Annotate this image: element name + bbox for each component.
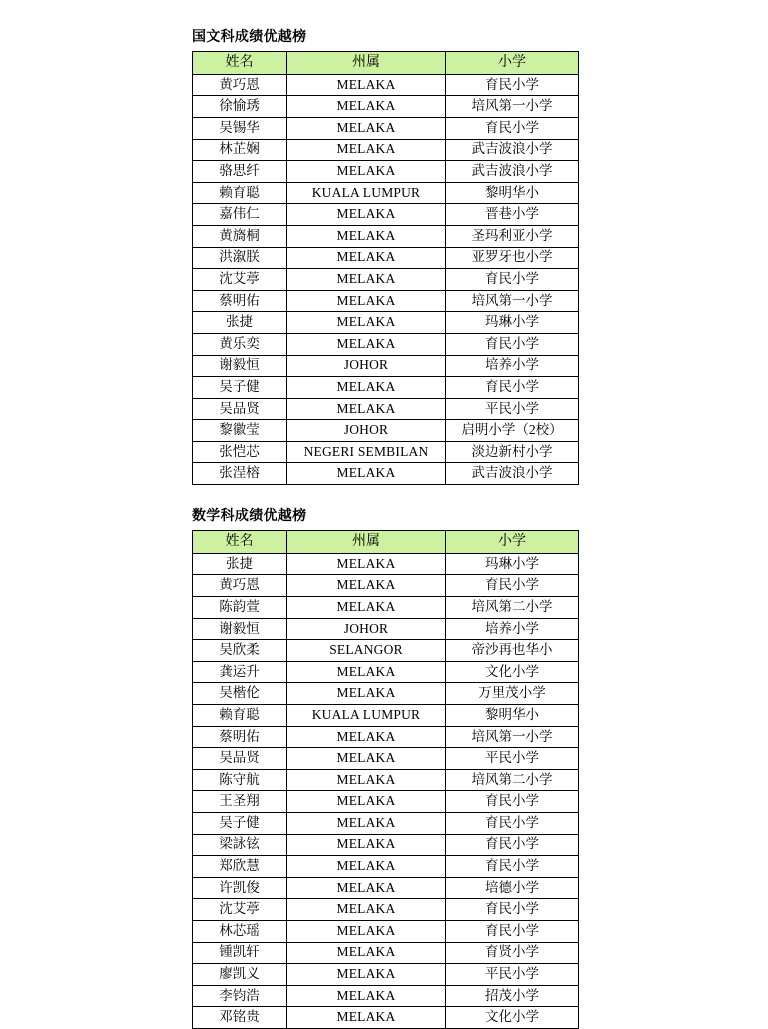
cell-name: 梁詠铉 [193,834,287,856]
table-row [193,290,579,312]
column-header-school: 小学 [446,51,579,74]
cell-state: MELAKA [287,74,446,96]
cell-name: 蔡明佑 [193,726,287,748]
table-row [193,398,579,420]
table-row [193,355,579,377]
cell-school: 启明小学（2校） [446,420,579,442]
cell-name: 陈韵萱 [193,597,287,619]
cell-state: JOHOR [287,420,446,442]
cell-school: 平民小学 [446,964,579,986]
cell-school: 黎明华小 [446,705,579,727]
cell-name: 谢毅恒 [193,355,287,377]
table-row [193,333,579,355]
cell-school: 培风第二小学 [446,597,579,619]
table-row [193,553,579,575]
cell-name: 骆思纤 [193,161,287,183]
cell-state: MELAKA [287,161,446,183]
cell-name: 黎徽莹 [193,420,287,442]
cell-school: 玛琳小学 [446,553,579,575]
column-header-school: 小学 [446,530,579,553]
cell-state: MELAKA [287,813,446,835]
cell-state: MELAKA [287,683,446,705]
cell-school: 培风第一小学 [446,290,579,312]
cell-school: 平民小学 [446,748,579,770]
cell-name: 吴锡华 [193,117,287,139]
cell-name: 吴品贤 [193,748,287,770]
table-row [193,748,579,770]
table-row [193,575,579,597]
cell-state: MELAKA [287,225,446,247]
cell-state: MELAKA [287,269,446,291]
cell-name: 沈艾葶 [193,899,287,921]
table-row [193,161,579,183]
cell-school: 育民小学 [446,333,579,355]
cell-name: 张捷 [193,312,287,334]
table-row [193,769,579,791]
cell-state: MELAKA [287,769,446,791]
cell-school: 培德小学 [446,877,579,899]
cell-name: 谢毅恒 [193,618,287,640]
table-row [193,964,579,986]
table-row [193,597,579,619]
cell-state: MELAKA [287,597,446,619]
table-row [193,920,579,942]
cell-state: MELAKA [287,398,446,420]
cell-school: 平民小学 [446,398,579,420]
cell-school: 招茂小学 [446,985,579,1007]
table-row [193,139,579,161]
cell-state: MELAKA [287,877,446,899]
table-row [193,1007,579,1029]
cell-name: 吴欣柔 [193,640,287,662]
cell-state: KUALA LUMPUR [287,705,446,727]
cell-school: 育民小学 [446,377,579,399]
cell-state: JOHOR [287,355,446,377]
cell-school: 武吉波浪小学 [446,161,579,183]
cell-school: 文化小学 [446,661,579,683]
cell-name: 林芷娴 [193,139,287,161]
cell-state: JOHOR [287,618,446,640]
cell-name: 吴子健 [193,377,287,399]
cell-name: 郑欣慧 [193,856,287,878]
cell-state: MELAKA [287,791,446,813]
cell-school: 培风第一小学 [446,726,579,748]
column-header-name: 姓名 [193,51,287,74]
table-row [193,856,579,878]
cell-school: 培风第二小学 [446,769,579,791]
cell-name: 张浧榕 [193,463,287,485]
table-row [193,312,579,334]
table-row [193,791,579,813]
cell-state: MELAKA [287,748,446,770]
cell-state: MELAKA [287,333,446,355]
cell-state: MELAKA [287,117,446,139]
cell-school: 育民小学 [446,813,579,835]
cell-name: 蔡明佑 [193,290,287,312]
cell-state: MELAKA [287,96,446,118]
table-row [193,877,579,899]
cell-school: 育民小学 [446,856,579,878]
table-header-row [193,51,579,74]
cell-name: 廖凯义 [193,964,287,986]
section-title: 数学科成绩优越榜 [192,507,307,524]
cell-name: 张捷 [193,553,287,575]
cell-state: MELAKA [287,377,446,399]
table-row [193,225,579,247]
cell-name: 赖育聪 [193,705,287,727]
cell-name: 黄乐奕 [193,333,287,355]
column-header-name: 姓名 [193,530,287,553]
cell-school: 育民小学 [446,269,579,291]
table-row [193,618,579,640]
cell-state: MELAKA [287,985,446,1007]
table-row [193,661,579,683]
cell-school: 帝沙再也华小 [446,640,579,662]
cell-school: 万里茂小学 [446,683,579,705]
table-row [193,182,579,204]
cell-name: 锺凯轩 [193,942,287,964]
cell-name: 吴楷伦 [193,683,287,705]
table-row [193,247,579,269]
cell-name: 洪溆朕 [193,247,287,269]
cell-name: 嘉伟仁 [193,204,287,226]
cell-school: 黎明华小 [446,182,579,204]
table-row [193,420,579,442]
cell-state: SELANGOR [287,640,446,662]
table-row [193,834,579,856]
column-header-state: 州属 [287,51,446,74]
cell-state: MELAKA [287,553,446,575]
cell-state: MELAKA [287,312,446,334]
cell-name: 张恺芯 [193,441,287,463]
table-row [193,640,579,662]
cell-school: 育民小学 [446,791,579,813]
table-header-row [193,530,579,553]
cell-school: 育民小学 [446,117,579,139]
grades-table [192,530,579,1029]
cell-state: MELAKA [287,726,446,748]
cell-state: NEGERI SEMBILAN [287,441,446,463]
cell-state: MELAKA [287,920,446,942]
cell-school: 亚罗牙也小学 [446,247,579,269]
cell-name: 黄巧恩 [193,74,287,96]
table-row [193,705,579,727]
table-row [193,377,579,399]
cell-name: 黄巧恩 [193,575,287,597]
cell-school: 文化小学 [446,1007,579,1029]
cell-name: 许凯俊 [193,877,287,899]
table-row [193,813,579,835]
cell-name: 徐愉琇 [193,96,287,118]
table-row [193,463,579,485]
cell-state: MELAKA [287,247,446,269]
cell-state: KUALA LUMPUR [287,182,446,204]
cell-school: 圣玛利亚小学 [446,225,579,247]
cell-school: 培养小学 [446,355,579,377]
table-row [193,683,579,705]
cell-name: 赖育聪 [193,182,287,204]
cell-state: MELAKA [287,964,446,986]
cell-state: MELAKA [287,290,446,312]
cell-school: 玛琳小学 [446,312,579,334]
section-mathematics [192,507,578,1029]
table-row [193,117,579,139]
cell-school: 育民小学 [446,834,579,856]
cell-name: 李钧浩 [193,985,287,1007]
column-header-state: 州属 [287,530,446,553]
cell-name: 沈艾葶 [193,269,287,291]
table-row [193,726,579,748]
cell-school: 育民小学 [446,575,579,597]
cell-name: 吴品贤 [193,398,287,420]
cell-state: MELAKA [287,463,446,485]
cell-name: 龚运升 [193,661,287,683]
cell-state: MELAKA [287,856,446,878]
cell-school: 培养小学 [446,618,579,640]
cell-school: 武吉波浪小学 [446,139,579,161]
cell-school: 晋巷小学 [446,204,579,226]
table-row [193,74,579,96]
table-row [193,985,579,1007]
table-row [193,441,579,463]
cell-state: MELAKA [287,1007,446,1029]
cell-school: 培风第一小学 [446,96,579,118]
cell-name: 林芯瑶 [193,920,287,942]
cell-state: MELAKA [287,661,446,683]
cell-name: 黄旖桐 [193,225,287,247]
cell-name: 王圣翔 [193,791,287,813]
table-row [193,96,579,118]
cell-school: 育民小学 [446,920,579,942]
cell-state: MELAKA [287,834,446,856]
cell-state: MELAKA [287,575,446,597]
cell-state: MELAKA [287,204,446,226]
cell-state: MELAKA [287,899,446,921]
cell-state: MELAKA [287,942,446,964]
cell-school: 淡边新村小学 [446,441,579,463]
cell-name: 陈守航 [193,769,287,791]
cell-school: 育民小学 [446,74,579,96]
cell-name: 邓铭贵 [193,1007,287,1029]
table-row [193,899,579,921]
cell-school: 武吉波浪小学 [446,463,579,485]
cell-school: 育民小学 [446,899,579,921]
table-row [193,204,579,226]
table-row [193,942,579,964]
cell-school: 育贤小学 [446,942,579,964]
grades-table [192,51,579,485]
section-title: 国文科成绩优越榜 [192,28,307,44]
cell-state: MELAKA [287,139,446,161]
table-row [193,269,579,291]
cell-name: 吴子健 [193,813,287,835]
section-chinese-language [192,28,578,485]
